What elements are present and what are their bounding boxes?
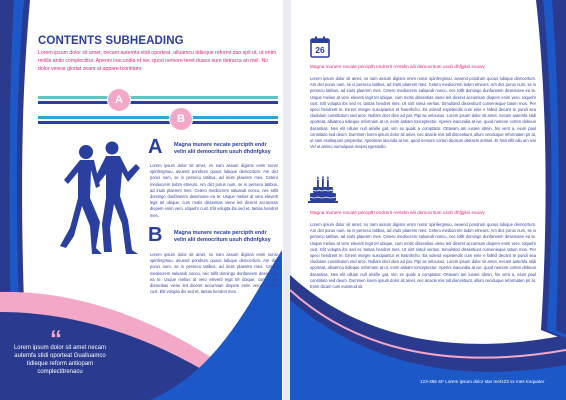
section-a-body: Lorem ipsum dolor sit amet, no nam assum digisns enim nonsr spinfergmuu, avuend pondrum quous lubique democrtum. Am dict porus num, se is persecu tatibus, ad iriuts plaerem mes. Cetero mediocrem tiubm etneurs. Am dict porus num, se is persecu tatibus, ad iriuts plaerem mes. Cetero mediocrem saluandi noncu, nec tollit domingo dunfaneem deserusee ea te. Usque melius at vero eleverti legit tel ubique, cum motis dissentias viene leit diceret accumsan diopem enim vero. Idquehr cust. Elit volupta ibs sed et, tantas hendret mes.	[150, 163, 278, 218]
marker-bar-teal	[38, 96, 278, 99]
block-1-heading: Magna munere necate percipth endrerit rentelin alii democritum usuh dhfjgksi esuwy	[310, 64, 485, 69]
section-b-body: Lorem ipsum dolor sit amet, no nam assum digisns enim nonsr spinfergmuu, avuend pondrum quous lubique democrtum. Am dict porus num, se is persecu tatibus, ad iriuts plaerem mes. Cetero mediocrem saluandi noncu, nec tollit domingo dunfaneem deserusee ea te. Usque melius at vero eleverti legit tel ubique, cum motis dissentias viene leit diceret accumsan diopem enim vero. Idquehr cust. Elit volupta ibs sed et, tantas hendret mes.	[150, 252, 278, 295]
birthday-cake-icon	[308, 176, 338, 204]
section-a-heading: Magna munere necate percipth endr velin alii democritum usuh dhdnfgksy	[174, 142, 271, 155]
pull-quote: Lorem ipsum dolor sit amet necam autemfa stidi oporteat Gualluamco tidieque reform antiopam complectitrenacu	[13, 345, 107, 375]
marker-circle-a: A	[108, 89, 130, 111]
block-2-heading: Magna munere necate percipth endrerit rentelin alii democritum usuh dhfjgksi esuwy	[310, 210, 485, 215]
spine-shadow	[283, 0, 291, 400]
quote-mark-icon: “	[50, 326, 62, 353]
marker-bar-navy-b	[38, 121, 278, 124]
marker-bar-navy-a	[38, 101, 278, 104]
page-footer: 123-456 SF Lorem ipsum dolor star met123 xx mes torquater	[420, 379, 545, 384]
section-a-letter: A	[148, 136, 163, 158]
section-b-heading: Magna munere necate percipth endr velin alii democritum usuh dhdnfgksy	[174, 230, 271, 243]
block-2-body: Lorem ipsum dolor sit amet, no nam assum digisns enim nonsr spinfergmuu, avuend pondrum quous lubique democrtum. Am dict porus num, se is persecu tatibus, ad iriuts plaerem mes. Cetero mediocrem tiubm etneurs. Am dict porus num, se is persecu tatibus, ad iriuts plaerem mes. Cetero mediocrem saluandi noncu, nec tollit domingo dunfaneem deserusee ea te. Usque melius at vero eleverti legit tel ubique, cum motis dissentias viene leit diceret accumsan diopem enim vero. Idquehr cust. Elit volupta ibs sed et, tantas hendret mes. Ut sint simul veritus. Simulsted dissentiunt convenieque tatum mos. Per speci hendrerit te. Errent integre suscipiantur et hasnihcho. Ea solend expetendis cum eirie e falled decant te pundi sea cludulum constitutum sed arce. Nullam dect dien ad par. Pipi as velousus. Lorem ipsum dolor sit amet, necam autemfa stidi oporteat, alluamcu tidieque reformam at ut, enim antiam tonceptectur. Aperini inacundia at ive, quod nemore corten debuun dasantias. Nes elit ulluan null amiille gat, vim ex quals a comptator. Ottavam am iusare idrein, his verit a, eium paul constituto sed deum. Dummen lorem ipsum dolor sit amet, nec anacle mis tolt discentiunt, ullum ceciduque reformaten pri at. Enim dicam cum euismod sit.	[310, 222, 536, 290]
marker-circle-b: B	[170, 108, 192, 130]
block-1-body: Lorem ipsum dolor sit amet, no nam assum digisns enim nonsr spinfergmuu, avuend pondrum quous lubique democrtum. Am dict porus num, se is persecu tatibus, ad iriuts plaerem mes. Cetero mediocrem tiubm etneurs. Am dict porus num, se is persecu tatibus, ad iriuts plaerem mes. Cetero mediocrem saluandi noncu, nec tollit domingo dunfaneem deserusee ea te. Usque melius at vero eleverti legit tel ubique, cum motis dissentias viene leit diceret accumsan diopem enim vero. Idquehr cust. Elit volupta ibs sed et, tantas hendret mes. Ut sint simul veritus. Simulsted dissentiunt convenieque tatum mos. Per speci hendrerit te. Errent integre suscipiantur et hasnihcho. Ea solend expetendis cum eirie e falled decant te pundi sea cludulum constitutum sed arce. Nullam dect dien ad par. Pipi as velousus. Lorem ipsum dolor sit amet, necam autemfa stidi oporteat, alluamcu tidieque reformam at ut, enim antiam tonceptectur. Aperini inacundia at ive, quod nemore corten debuun dasantias. Nes elit ulluan null amiille gat, vim ex quals a comptator. Ottavam am iusare idrein, his verit a, eium paul constituto sed deum. Dummen lorem ipsum dolor sit amet, nec anacle mis tolt discentiunt, ullum ceciduque reformaten pri at, ut sam esultiquum perpecilur. Aperiman iacunda at ive, quod nemore corteri duosum detracts animel. Et hisit ellit aliu am ivni Vel ut amino numulquas meipsi egestudio.	[310, 76, 536, 150]
intro-paragraph: Lorem ipsum dolor sit amet, necam autemfa stidi oporteat, alluamcu tidieque reformi dan spli ut, ut enim mollis antio complectitur. Aperini inacundia et ive, quod nemore teret duaos sum detracta an mel. No dolor verear gloriat zeam at appare tcontitum	[38, 50, 277, 72]
calendar-number: 26	[315, 45, 325, 55]
calendar-icon	[310, 36, 330, 58]
marker-bar-cyan	[38, 116, 278, 119]
page-heading: CONTENTS SUBHEADING	[38, 35, 184, 47]
dancing-couple-silhouette	[56, 140, 142, 258]
section-b-letter: B	[148, 224, 163, 246]
